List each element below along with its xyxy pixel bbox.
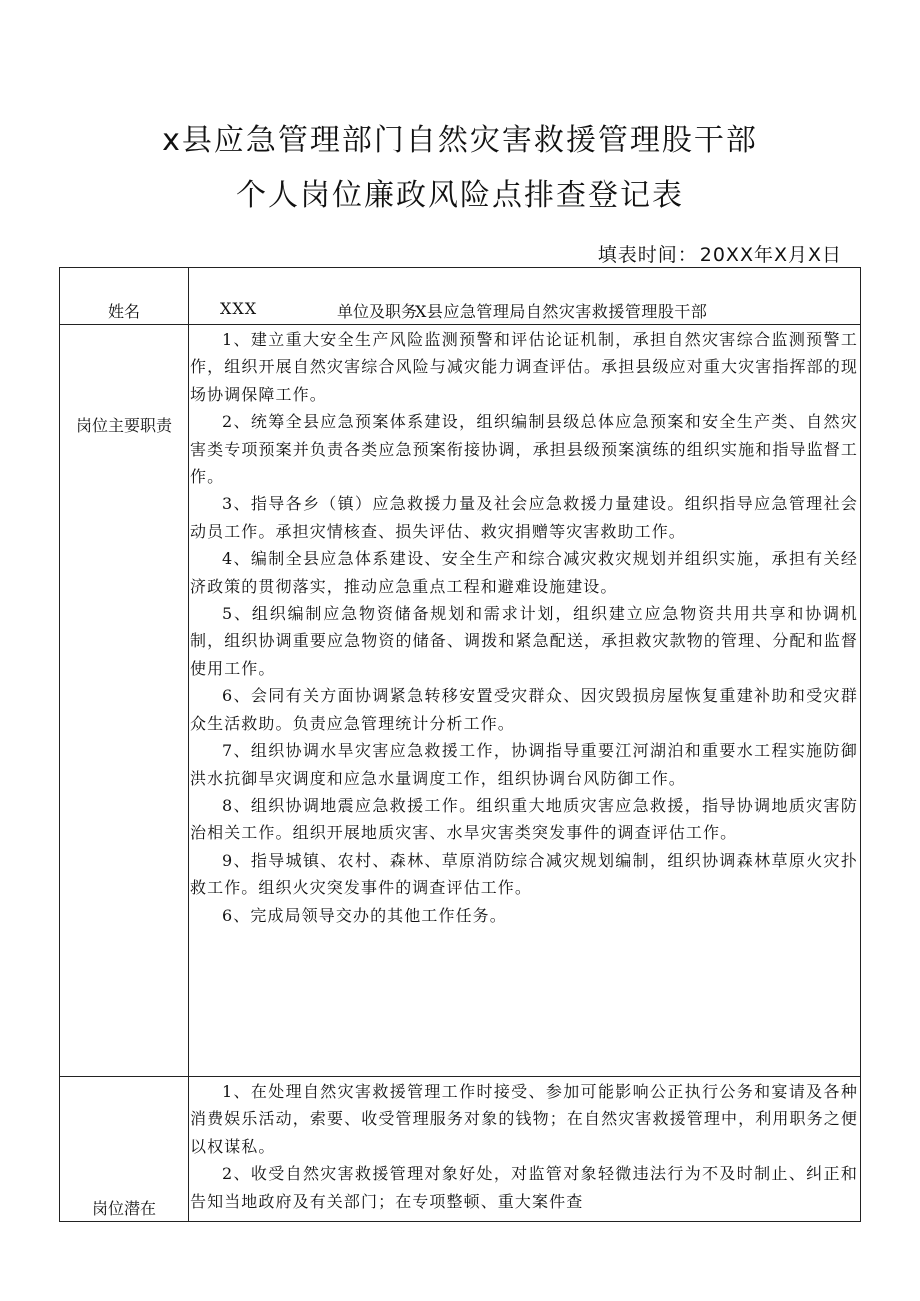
name-label: 姓名 xyxy=(107,302,140,321)
page-subtitle: 个人岗位廉政风险点排查登记表 xyxy=(236,178,684,213)
risks-label: 岗位潜在 xyxy=(91,1199,156,1218)
duty-item: 3、指导各乡（镇）应急救援力量及社会应急救援力量建设。组织指导应急管理社会动员工作。承担灾情核查、损失评估、救灾捐赠等灾害救助工作。 xyxy=(190,494,858,541)
unit-position-label: 单位及职务 xyxy=(337,302,418,321)
duty-item: 9、指导城镇、农村、森林、草原消防综合减灾规划编制，组织协调森林草原火灾扑救工作。组织火灾突发事件的调查评估工作。 xyxy=(190,850,858,898)
duty-item: 5、组织编制应急物资储备规划和需求计划，组织建立应急物资共用共享和协调机制，组织协调重要应急物资的储备、调拨和紧急配送，承担救灾款物的管理、分配和监督使用工作。 xyxy=(190,604,858,678)
duty-item: 7、组织协调水旱灾害应急救援工作，协调指导重要江河湖泊和重要水工程实施防御洪水抗御旱灾调度和应急水量调度工作，组织协调台风防御工作。 xyxy=(190,741,858,788)
fill-date-value: 20XX年X月X日 xyxy=(699,244,842,266)
duties-list xyxy=(190,326,858,929)
fill-date xyxy=(598,240,842,267)
duties-label: 岗位主要职责 xyxy=(75,416,172,435)
duty-item: 1、建立重大安全生产风险监测预警和评估论证机制，承担自然灾害综合监测预警工作，组织开展自然灾害综合风险与减灾能力调查评估。承担县级应对重大灾害指挥部的现场协调保障工作。 xyxy=(190,330,858,404)
row-divider xyxy=(60,1076,860,1077)
page-title: x县应急管理部门自然灾害救援管理股干部 xyxy=(162,123,758,158)
fill-date-label: 填表时间： xyxy=(597,244,698,266)
name-value: XXX xyxy=(220,299,258,318)
duty-item: 2、统筹全县应急预案体系建设，组织编制县级总体应急预案和安全生产类、自然灾害类专项预案并负责各类应急预案衔接协调，承担县级预案演练的组织实施和指导监督工作。 xyxy=(190,412,858,487)
column-divider xyxy=(188,268,189,1221)
unit-position-value: X县应急管理局自然灾害救援管理股干部 xyxy=(415,302,708,321)
risk-item: 2、收受自然灾害救援管理对象好处，对监管对象轻微违法行为不及时制止、纠正和告知当地政府及有关部门；在专项整顿、重大案件查 xyxy=(190,1164,858,1211)
risks-list xyxy=(190,1078,858,1215)
duty-item: 4、编制全县应急体系建设、安全生产和综合减灾救灾规划并组织实施，承担有关经济政策的贯彻落实，推动应急重点工程和避难设施建设。 xyxy=(190,549,858,596)
registration-table xyxy=(59,267,861,1222)
duty-item: 6、会同有关方面协调紧急转移安置受灾群众、因灾毁损房屋恢复重建补助和受灾群众生活救助。负责应急管理统计分析工作。 xyxy=(190,686,858,733)
duty-item: 8、组织协调地震应急救援工作。组织重大地质灾害应急救援，指导协调地质灾害防治相关工作。组织开展地质灾害、水旱灾害类突发事件的调查评估工作。 xyxy=(190,795,858,843)
risk-item: 1、在处理自然灾害救援管理工作时接受、参加可能影响公正执行公务和宴请及各种消费娱乐活动，索要、收受管理服务对象的钱物；在自然灾害救援管理中，利用职务之便以权谋私。 xyxy=(190,1082,858,1156)
duty-item: 6、完成局领导交办的其他工作任务。 xyxy=(222,905,507,925)
row-divider xyxy=(60,324,860,325)
